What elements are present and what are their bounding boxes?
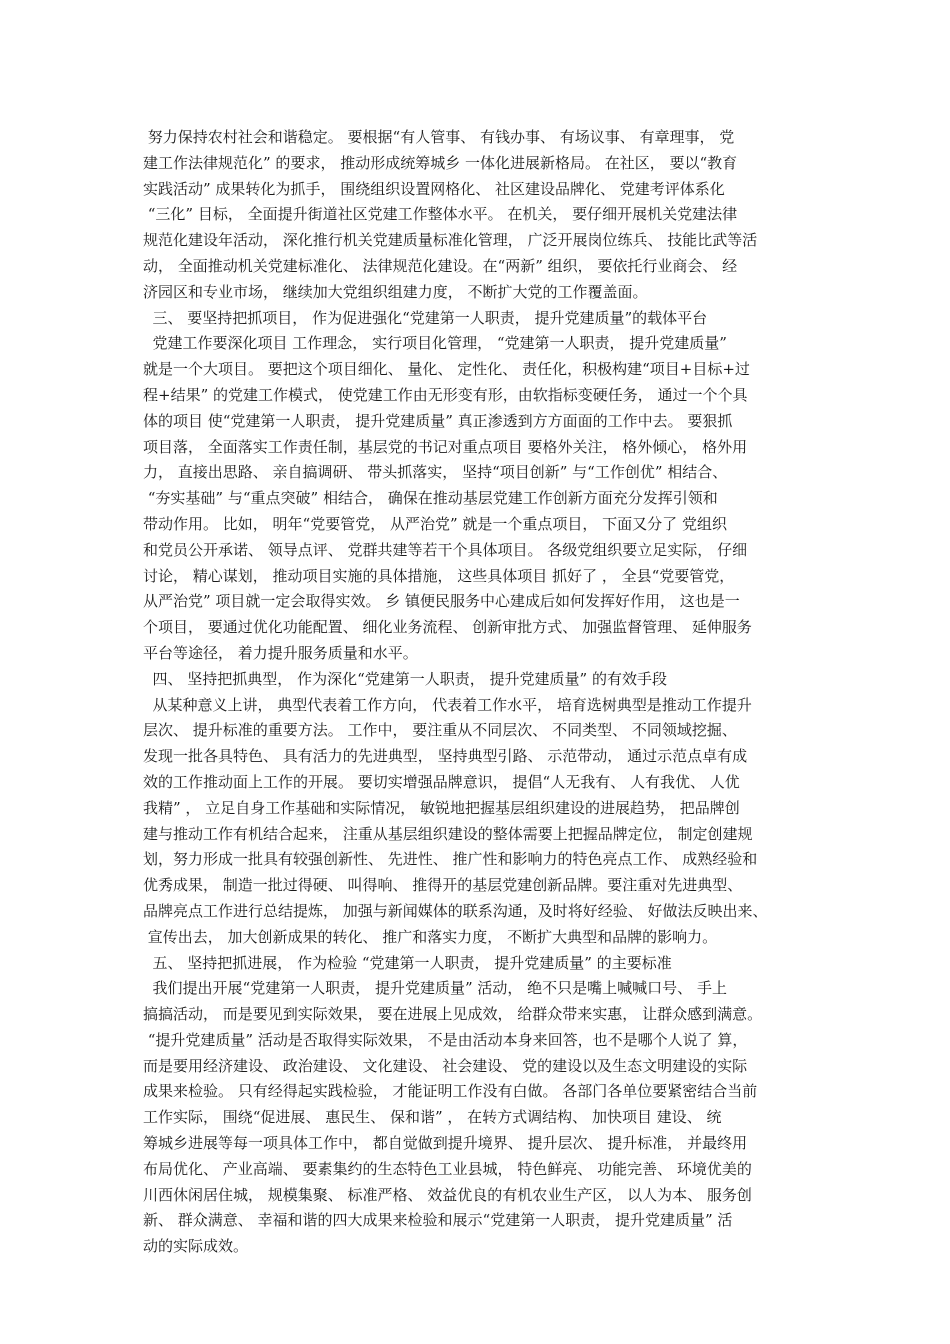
text-line: 搞搞活动， 而是要见到实际效果， 要在进展上见成效， 给群众带来实惠， 让群众感到满意。 <box>143 1005 763 1024</box>
text-line: 品牌亮点工作进行总结提炼， 加强与新闻媒体的联系沟通，及时将好经验、 好做法反映出来、 <box>143 901 768 920</box>
text-line: 宣传出去， 加大创新成果的转化、 推广和落实力度， 不断扩大典型和品牌的影响力。 <box>143 927 718 946</box>
text-line: 努力保持农村社会和谐稳定。 要根据“有人管事、 有钱办事、 有场议事、 有章理事， 党 <box>143 128 735 146</box>
text-line: 建工作法律规范化” 的要求， 推动形成统筹城乡 一体化进展新格局。 在社区， 要以“教育 <box>143 153 738 172</box>
text-line: 动的实际成效。 <box>143 1237 249 1256</box>
text-line: 发现一批各具特色、 具有活力的先进典型， 坚持典型引路、 示范带动， 通过示范点卓有成 <box>143 747 748 766</box>
text-line: 四、 坚持把抓典型， 作为深化“党建第一人职责， 提升党建质量” 的有效手段 <box>143 669 667 688</box>
text-line: 带动作用。 比如， 明年“党要管党， 从严治党” 就是一个重点项目， 下面又分了 党组织 <box>143 514 727 533</box>
text-line: 动， 全面推动机关党建标准化、 法律规范化建设。在“两新” 组织， 要依托行业商会、 经 <box>143 256 738 275</box>
text-line: “夯实基础” 与“重点突破” 相结合， 确保在推动基层党建工作创新方面充分发挥引领和 <box>143 489 718 508</box>
text-line: “提升党建质量” 活动是否取得实际效果， 不是由活动本身来回答，也不是哪个人说了 算， <box>143 1030 748 1049</box>
text-line: 平台等途径， 着力提升服务质量和水平。 <box>143 643 418 662</box>
text-line: 项目落， 全面落实工作责任制，基层党的书记对重点项目 要格外关注， 格外倾心， 格外用 <box>143 437 748 456</box>
text-line: 筹城乡进展等每一项具体工作中， 都自觉做到提升境界、 提升层次、 提升标准， 并最终用 <box>143 1134 748 1153</box>
text-line: 划，努力形成一批具有较强创新性、 先进性、 推广性和影响力的特色亮点工作、 成熟经验和 <box>143 850 758 869</box>
text-line: 个项目， 要通过优化功能配置、 细化业务流程、 创新审批方式、 加强监督管理、 延伸服务 <box>143 618 752 637</box>
text-line: 体的项目 使“党建第一人职责， 提升党建质量” 真正渗透到方方面面的工作中去。 要狠抓 <box>143 411 733 430</box>
text-line: 济园区和专业市场， 继续加大党组织组建力度， 不断扩大党的工作覆盖面。 <box>143 282 648 301</box>
text-line: 新、 群众满意、 幸福和谐的四大成果来检验和展示“党建第一人职责， 提升党建质量” 活 <box>143 1211 733 1230</box>
text-line: 我精” ， 立足自身工作基础和实际情况， 敏锐地把握基层组织建设的进展趋势， 把品牌创 <box>143 798 740 817</box>
text-line: 成果来检验。 只有经得起实践检验， 才能证明工作没有白做。 各部门各单位要紧密结合当前 <box>143 1082 758 1101</box>
text-line: 党建工作要深化项目 工作理念， 实行项目化管理， “党建第一人职责， 提升党建质量” <box>143 334 727 353</box>
text-line: 五、 坚持把抓进展， 作为检验 “党建第一人职责， 提升党建质量” 的主要标准 <box>143 953 672 972</box>
text-line: 建与推动工作有机结合起来， 注重从基层组织建设的整体需要上把握品牌定位， 制定创建规 <box>143 824 753 843</box>
text-line: 规范化建设年活动， 深化推行机关党建质量标准化管理， 广泛开展岗位练兵、 技能比武等活 <box>143 231 758 250</box>
text-line: 效的工作推动面上工作的开展。 要切实增强品牌意识， 提倡“人无我有、 人有我优、 人优 <box>143 772 740 791</box>
text-line: 川西休闲居住城， 规模集聚、 标准严格、 效益优良的有机农业生产区， 以人为本、 服务创 <box>143 1185 752 1204</box>
text-line: 从严治党” 项目就一定会取得实效。 乡 镇便民服务中心建成后如何发挥好作用， 这也是一 <box>143 592 740 611</box>
text-line: 工作实际， 围绕“促进展、 惠民生、 保和谐” ， 在转方式调结构、 加快项目 建设、 统 <box>143 1108 722 1127</box>
text-line: 程+结果” 的党建工作模式， 使党建工作由无形变有形，由软指标变硬任务， 通过一个个具 <box>143 385 748 404</box>
text-line: 三、 要坚持把抓项目， 作为促进强化“党建第一人职责， 提升党建质量”的载体平台 <box>143 308 708 327</box>
text-line: 从某种意义上讲， 典型代表着工作方向， 代表着工作水平， 培育选树典型是推动工作提升 <box>143 695 752 714</box>
text-line: 和党员公开承诺、 领导点评、 党群共建等若干个具体项目。 各级党组织要立足实际， 仔细 <box>143 540 748 559</box>
text-line: 我们提出开展“党建第一人职责， 提升党建质量” 活动， 绝不只是嘴上喊喊口号、 手上 <box>143 979 727 998</box>
text-line: “三化” 目标， 全面提升街道社区党建工作整体水平。 在机关， 要仔细开展机关党建法律 <box>143 205 738 224</box>
text-line: 实践活动” 成果转化为抓手， 围绕组织设置网格化、 社区建设品牌化、 党建考评体系化 <box>143 179 725 198</box>
text-line: 讨论， 精心谋划， 推动项目实施的具体措施， 这些具体项目 抓好了 ， 全县“党要管党， <box>143 566 735 585</box>
text-line: 层次、 提升标准的重要方法。 工作中， 要注重从不同层次、 不同类型、 不同领域挖掘、 <box>143 721 737 740</box>
text-line: 力， 直接出思路、 亲自搞调研、 带头抓落实， 坚持“项目创新” 与“工作创优” 相结合、 <box>143 463 728 482</box>
text-line: 而是要用经济建设、 政治建设、 文化建设、 社会建设、 党的建设以及生态文明建设的实际 <box>143 1056 748 1075</box>
text-line: 就是一个大项目。 要把这个项目细化、 量化、 定性化、 责任化，积极构建“项目+目标+过 <box>143 360 750 379</box>
document-body <box>143 125 810 1260</box>
text-line: 布局优化、 产业高端、 要素集约的生态特色工业县城， 特色鲜亮、 功能完善、 环境优美的 <box>143 1159 752 1178</box>
text-line: 优秀成果， 制造一批过得硬、 叫得响、 推得开的基层党建创新品牌。要注重对先进典型、 <box>143 876 743 895</box>
